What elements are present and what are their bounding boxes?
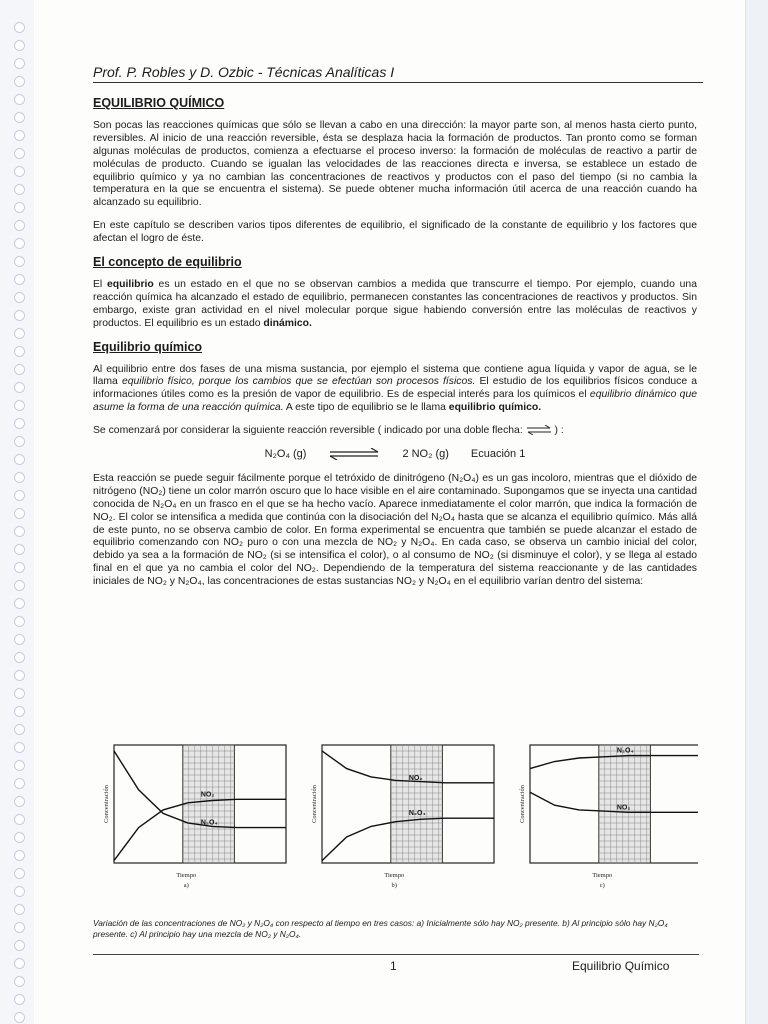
equation-reactant: N₂O₄ (g) [264,448,307,461]
equilibrium-zone [183,745,235,863]
binding-hole [14,220,25,231]
x-axis-label: Tiempo [384,872,405,879]
series-label: N₂O₄ [616,747,634,755]
binding-hole [14,922,25,933]
binding-hole [14,472,25,483]
double-arrow-icon [526,425,552,435]
series-label: N₂O₄ [408,810,426,818]
binding-hole [14,814,25,825]
binding-hole [14,616,25,627]
series-label: NO₂ [408,774,423,782]
binding-hole [14,904,25,915]
binding-hole [14,562,25,573]
binding-hole [14,94,25,105]
main-content [93,97,697,599]
text-run: Al equilibrio entre dos fases de una misma sustancia, por ejemplo el sistema que contiene agua líquida y vapor de agua, se le llama [93,363,697,388]
binding-hole [14,490,25,501]
binding-hole [14,1012,25,1023]
binding-hole [14,40,25,51]
binding-hole [14,418,25,429]
y-axis-label: Concentración [311,785,318,823]
text-run: A este tipo de equilibrio se le llama [283,402,449,414]
binding-hole [14,976,25,987]
binding-hole [14,382,25,393]
binding-hole [14,634,25,645]
binding-hole [14,598,25,609]
binding-hole [14,364,25,375]
spiral-binding-margin [0,0,34,1024]
binding-hole [14,76,25,87]
section-title-concepto: El concepto de equilibrio [93,255,242,270]
binding-hole [14,526,25,537]
paragraph-intro: Son pocas las reacciones químicas que sólo se llevan a cabo en una dirección: la mayor parte son, al menos hasta cierto punto, reversibles. Al inicio de una reacción reversible, ésta se desplaza hacia la formación de productos. Tan pronto como se forman algunas moléculas de productos, comienza a efectuarse el proceso inverso: la formación de moléculas de reactivo a partir de moléculas de producto. Cuando se igualan las velocidades de las reacciones directa e inversa, se establece un estado de equilibrio químico y ya no cambian las concentraciones de reactivos y productos con el paso del tiempo (si no cambia la temperatura en la que se encuentra el sistema). Se puede obtener mucha información útil acerca de una reacción cuando ha alcanzado su equilibrio. [93,119,697,209]
binding-hole [14,742,25,753]
binding-hole [14,22,25,33]
text-run: ) : [551,425,564,437]
footer-rule [93,954,699,955]
page-number: 1 [390,959,397,973]
binding-hole [14,58,25,69]
binding-hole [14,886,25,897]
figure-caption: Variación de las concentraciones de NO₂ y N₂O₄ con respecto al tiempo en tres casos: a) Inicialmente sólo hay NO₂ presente. b) Al principio sólo hay N₂O₄ presente. c) Al principio hay una mezcla de NO₂ y N₂O₄. [93,918,668,939]
binding-hole [14,274,25,285]
binding-hole [14,850,25,861]
binding-hole [14,166,25,177]
x-axis-label: Tiempo [592,872,613,879]
concentration-vs-time-figure [102,741,698,911]
y-axis-label: Concentración [519,785,526,823]
y-axis-label: Concentración [103,785,110,823]
italic-term: equilibrio físico, porque los cambios que se efectúan son procesos físicos. [121,376,476,388]
binding-hole [14,724,25,735]
equilibrium-zone [391,745,443,863]
italic-term: equilibrio dinámico que asume la forma de una reacción química. [93,389,697,414]
paragraph-reaccion-reversible [93,425,697,438]
binding-hole [14,958,25,969]
equation-label: Ecuación 1 [470,448,526,461]
binding-hole [14,796,25,807]
x-axis-label: Tiempo [176,872,197,879]
running-header: Prof. P. Robles y D. Ozbic - Técnicas Analíticas I [93,64,703,83]
binding-hole [14,544,25,555]
binding-hole [14,940,25,951]
panel-label: c) [599,882,605,889]
binding-hole [14,436,25,447]
paragraph-concepto [93,279,697,331]
series-label: N₂O₄ [200,819,218,827]
text-run: El [93,278,108,290]
panel-label: a) [183,882,189,889]
binding-hole [14,292,25,303]
text-run: El estudio de los equilibrios físicos conduce a informaciones útiles como es la presión de vapor de equilibrio. Es de especial interés para los químicos el [93,376,698,401]
binding-hole [14,580,25,591]
paragraph-chapter-scope: En este capítulo se describen varios tipos diferentes de equilibrio, el significado de la constante de equilibrio y los factores que afectan el logro de éste. [93,220,697,245]
bold-term: equilibrio químico. [448,402,542,414]
binding-hole [14,400,25,411]
binding-hole [14,328,25,339]
series-label: NO₂ [616,804,631,812]
binding-hole [14,112,25,123]
binding-hole [14,688,25,699]
paragraph-equilibrio-fisico [93,364,697,416]
series-label: NO₂ [200,791,215,799]
equation-product: 2 NO₂ (g) [402,448,449,461]
binding-hole [14,148,25,159]
binding-hole [14,832,25,843]
text-run: es un estado en el que no se observan cambios a medida que transcurre el tiempo. Por ejemplo, cuando una reacción química ha alcanzado el estado de equilibrio, permanecen constantes las concentraciones de reactivos y productos. Sin embargo, existe gran actividad en el nivel molecular porque sigue habiendo conversión entre las moléculas de reactivos y productos. El equilibrio es un estado [93,278,697,329]
section-title-equilibrio: Equilibrio químico [93,339,203,354]
binding-hole [14,130,25,141]
binding-hole [14,256,25,267]
binding-hole [14,454,25,465]
binding-hole [14,868,25,879]
bold-term: dinámico. [263,317,312,329]
binding-hole [14,508,25,519]
binding-hole [14,670,25,681]
section-title-equilibrio-quimico: EQUILIBRIO QUÍMICO [93,96,225,110]
bold-term: equilibrio [107,278,154,290]
binding-hole [14,310,25,321]
binding-hole [14,346,25,357]
equilibrium-arrow-icon [328,448,380,460]
page-edge [745,0,768,1024]
equation-1 [93,448,697,461]
binding-hole [14,778,25,789]
binding-hole [14,994,25,1005]
text-run: Se comenzará por considerar la siguiente reacción reversible ( indicado por una doble flecha: [93,425,523,437]
binding-hole [14,202,25,213]
panel-label: b) [391,882,397,889]
binding-hole [14,184,25,195]
binding-hole [14,706,25,717]
binding-hole [14,652,25,663]
paragraph-no2-n2o4: Esta reacción se puede seguir fácilmente porque el tetróxido de dinitrógeno (N₂O₄) es un gas incoloro, mientras que el dióxido de nitrógeno (NO₂) tiene un color marrón oscuro que lo hace visible en el aire contaminado. Supongamos que se inyecta una cantidad conocida de N₂O₄ en un frasco en el que se ha hecho vacío. Aparece inmediatamente el color marrón, que indica la formación de NO₂. El color se intensifica a medida que continúa con la disociación del N₂O₄ hasta que se alcanza el equilibrio químico. Más allá de este punto, no se observa cambio de color. En forma experimental se encuentra que también se puede alcanzar el estado de equilibrio comenzando con NO₂ puro o con una mezcla de NO₂ y N₂O₄. En cada caso, se observa un cambio inicial del color, debido ya sea a la formación de NO₂ (si se intensifica el color), o al consumo de NO₂ (si disminuye el color), y se llega al estado final en el que ya no cambia el color del NO₂. Dependiendo de la temperatura del sistema reaccionante y de las cantidades iniciales de NO₂ y N₂O₄, las concentraciones de estas sustancias NO₂ y N₂O₄ en el equilibrio varían dentro del sistema: [93,472,697,588]
binding-hole [14,760,25,771]
binding-hole [14,238,25,249]
footer-title: Equilibrio Químico [572,959,670,973]
